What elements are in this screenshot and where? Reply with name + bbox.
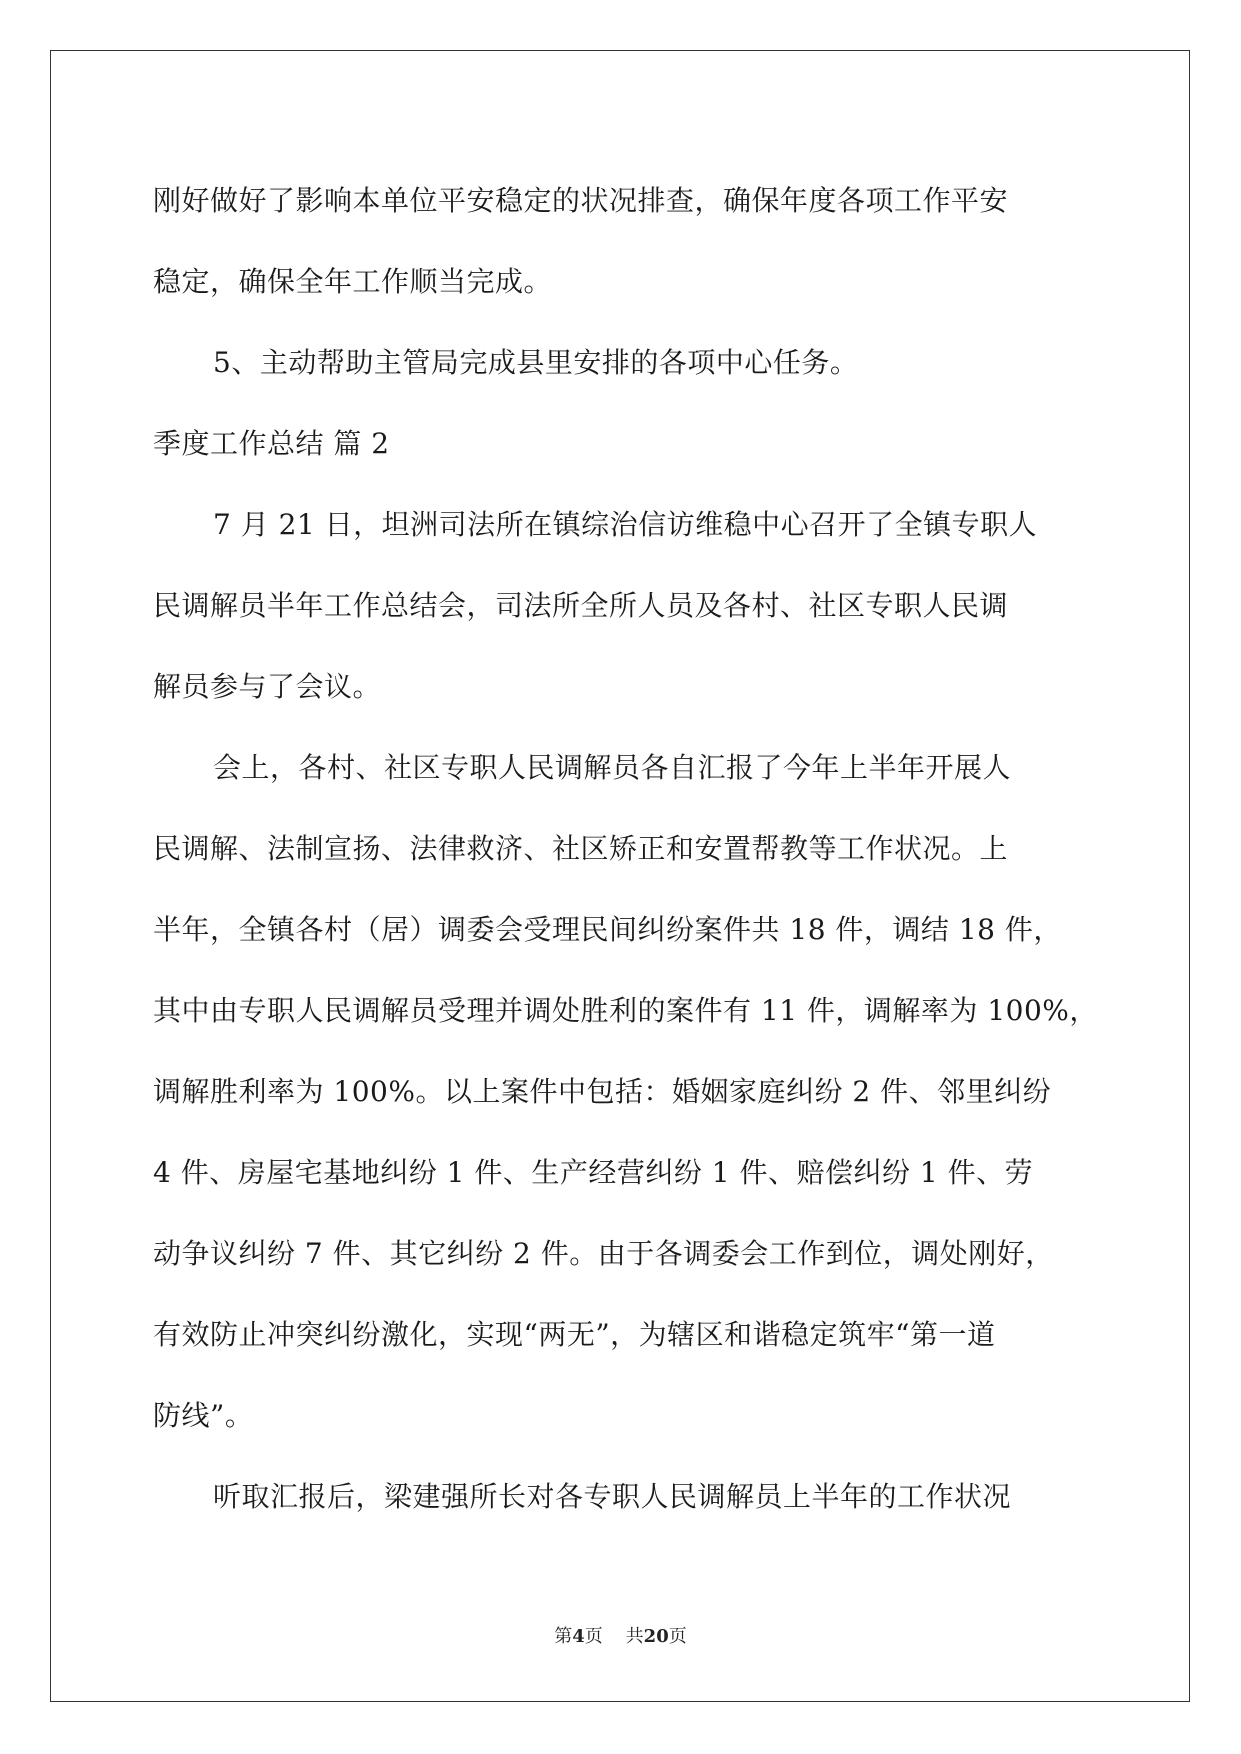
text-line: 半年，全镇各村（居）调委会受理民间纠纷案件共 18 件，调结 18 件， — [153, 913, 1062, 946]
current-page-number: 4 — [572, 1626, 585, 1647]
text-line: 听取汇报后，梁建强所长对各专职人民调解员上半年的工作状况 — [213, 1480, 1012, 1513]
total-page-number: 20 — [643, 1626, 669, 1647]
text-line: 动争议纠纷 7 件、其它纠纷 2 件。由于各调委会工作到位，调处刚好， — [153, 1237, 1054, 1270]
text-line: 5、主动帮助主管局完成县里安排的各项中心任务。 — [213, 346, 859, 379]
footer-suffix: 页 — [668, 1626, 687, 1647]
text-line: 刚好做好了影响本单位平安稳定的状况排查，确保年度各项工作平安 — [153, 184, 1009, 217]
text-line: 会上，各村、社区专职人民调解员各自汇报了今年上半年开展人 — [213, 751, 1012, 784]
text-line: 其中由专职人民调解员受理并调处胜利的案件有 11 件，调解率为 100%， — [153, 994, 1098, 1027]
page-footer — [0, 1622, 1241, 1648]
footer-prefix: 第 — [554, 1626, 573, 1647]
text-line: 有效防止冲突纠纷激化，实现“两无”，为辖区和谐稳定筑牢“第一道 — [153, 1318, 996, 1351]
text-line: 防线”。 — [153, 1399, 254, 1432]
text-line: 解员参与了会议。 — [153, 670, 382, 703]
text-line: 调解胜利率为 100%。以上案件中包括：婚姻家庭纠纷 2 件、邻里纠纷 — [153, 1075, 1052, 1108]
text-line: 7 月 21 日，坦洲司法所在镇综治信访维稳中心召开了全镇专职人 — [213, 508, 1038, 541]
text-line: 民调解员半年工作总结会，司法所全所人员及各村、社区专职人民调 — [153, 589, 1009, 622]
text-line: 稳定，确保全年工作顺当完成。 — [153, 265, 553, 298]
footer-middle: 页 共 — [584, 1626, 644, 1647]
text-line: 4 件、房屋宅基地纠纷 1 件、生产经营纠纷 1 件、赔偿纠纷 1 件、劳 — [153, 1156, 1034, 1189]
text-line: 民调解、法制宣扬、法律救济、社区矫正和安置帮教等工作状况。上 — [153, 832, 1009, 865]
document-body — [153, 160, 1098, 1537]
section-heading: 季度工作总结 篇 2 — [153, 427, 390, 460]
